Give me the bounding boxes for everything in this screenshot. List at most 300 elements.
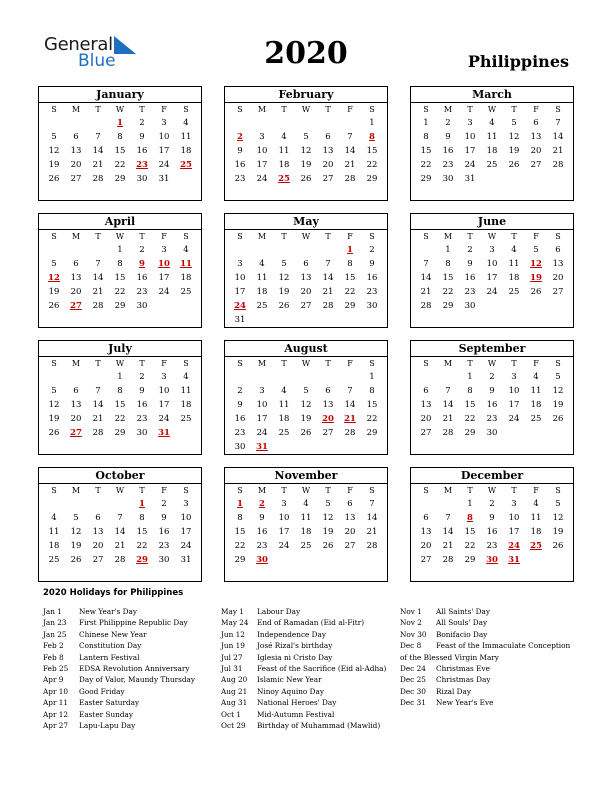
holiday-day-cell: 1 bbox=[237, 499, 243, 509]
day-cell: 25 bbox=[48, 555, 60, 565]
month-grid bbox=[225, 357, 387, 454]
weekday-label: F bbox=[347, 486, 353, 495]
day-cell: 8 bbox=[445, 259, 451, 269]
day-cell: 17 bbox=[464, 146, 476, 156]
day-cell: 17 bbox=[278, 527, 290, 537]
holiday-date: Jun 12 bbox=[221, 629, 245, 639]
day-cell: 6 bbox=[325, 132, 331, 142]
day-cell: 12 bbox=[300, 146, 312, 156]
day-cell: 12 bbox=[552, 386, 564, 396]
holiday-name: All Souls' Day bbox=[436, 618, 488, 628]
holiday-date: Feb 25 bbox=[43, 663, 69, 673]
weekday-label: M bbox=[71, 232, 81, 241]
day-cell: 9 bbox=[161, 513, 167, 523]
weekday-label: M bbox=[257, 105, 267, 114]
day-cell: 14 bbox=[442, 527, 454, 537]
month-february bbox=[224, 86, 388, 201]
day-cell: 4 bbox=[533, 372, 539, 382]
day-cell: 12 bbox=[300, 400, 312, 410]
weekday-label: M bbox=[443, 105, 453, 114]
day-cell: 18 bbox=[180, 146, 192, 156]
day-cell: 7 bbox=[445, 513, 451, 523]
day-cell: 5 bbox=[51, 386, 57, 396]
holiday-row bbox=[43, 663, 195, 674]
empty-day-cell bbox=[317, 243, 339, 257]
holiday-row bbox=[400, 674, 570, 685]
day-cell: 28 bbox=[92, 428, 104, 438]
day-cell: 1 bbox=[467, 499, 473, 509]
day-cell: 28 bbox=[552, 160, 564, 170]
holiday-day-cell: 1 bbox=[117, 118, 123, 128]
holiday-date: May 1 bbox=[221, 607, 244, 616]
day-cell: 24 bbox=[486, 287, 498, 297]
month-november bbox=[224, 467, 388, 582]
day-cell: 13 bbox=[552, 259, 564, 269]
weekday-label: T bbox=[467, 232, 473, 241]
weekday-label: S bbox=[369, 232, 375, 241]
day-cell: 25 bbox=[256, 301, 268, 311]
day-cell: 16 bbox=[234, 160, 246, 170]
holiday-date: Jan 25 bbox=[43, 629, 67, 639]
weekday-label: W bbox=[487, 232, 497, 241]
empty-day-cell bbox=[415, 497, 437, 511]
day-cell: 6 bbox=[347, 499, 353, 509]
weekday-label: W bbox=[115, 486, 125, 495]
day-cell: 14 bbox=[92, 273, 104, 283]
day-cell: 5 bbox=[281, 259, 287, 269]
month-title: May bbox=[225, 214, 387, 230]
month-grid bbox=[225, 230, 387, 327]
holiday-date: Apr 10 bbox=[43, 686, 69, 696]
month-title: October bbox=[39, 468, 201, 484]
day-cell: 17 bbox=[158, 400, 170, 410]
day-cell: 1 bbox=[369, 118, 375, 128]
day-cell: 19 bbox=[322, 527, 334, 537]
weekday-label: T bbox=[511, 486, 517, 495]
day-cell: 5 bbox=[325, 499, 331, 509]
holiday-day-cell: 30 bbox=[486, 555, 498, 565]
day-cell: 15 bbox=[234, 527, 246, 537]
day-cell: 16 bbox=[136, 273, 148, 283]
day-cell: 23 bbox=[486, 414, 498, 424]
day-cell: 21 bbox=[344, 160, 356, 170]
weekday-label: S bbox=[423, 105, 429, 114]
day-cell: 28 bbox=[92, 301, 104, 311]
weekday-label: F bbox=[533, 232, 539, 241]
day-cell: 27 bbox=[300, 301, 312, 311]
holiday-day-cell: 12 bbox=[48, 273, 60, 283]
day-cell: 5 bbox=[303, 386, 309, 396]
holiday-date: Apr 11 bbox=[43, 698, 69, 708]
day-cell: 9 bbox=[489, 513, 495, 523]
month-grid bbox=[39, 357, 201, 440]
month-october bbox=[38, 467, 202, 582]
weekday-label: S bbox=[555, 105, 561, 114]
day-cell: 11 bbox=[180, 132, 192, 142]
day-cell: 4 bbox=[489, 118, 495, 128]
empty-day-cell bbox=[43, 116, 65, 130]
day-cell: 30 bbox=[136, 174, 148, 184]
day-cell: 19 bbox=[48, 414, 60, 424]
holiday-name: Lapu-Lapu Day bbox=[79, 720, 136, 730]
day-cell: 12 bbox=[322, 513, 334, 523]
day-cell: 3 bbox=[237, 259, 243, 269]
day-cell: 16 bbox=[136, 400, 148, 410]
holiday-row bbox=[400, 640, 570, 651]
holiday-date: May 24 bbox=[221, 618, 249, 628]
day-cell: 22 bbox=[366, 160, 378, 170]
day-cell: 4 bbox=[183, 372, 189, 382]
day-cell: 27 bbox=[322, 428, 334, 438]
holiday-day-cell: 27 bbox=[70, 428, 82, 438]
month-grid bbox=[225, 484, 387, 567]
weekday-label: F bbox=[347, 232, 353, 241]
day-cell: 8 bbox=[139, 513, 145, 523]
day-cell: 29 bbox=[366, 174, 378, 184]
day-cell: 29 bbox=[114, 174, 126, 184]
day-cell: 3 bbox=[511, 372, 517, 382]
day-cell: 18 bbox=[180, 400, 192, 410]
month-title: June bbox=[411, 214, 573, 230]
day-cell: 24 bbox=[508, 414, 520, 424]
day-cell: 30 bbox=[234, 442, 246, 452]
holiday-date: Nov 1 bbox=[400, 607, 422, 616]
day-cell: 14 bbox=[442, 400, 454, 410]
holiday-name: National Heroes' Day bbox=[257, 698, 337, 708]
day-cell: 20 bbox=[420, 414, 432, 424]
weekday-label: W bbox=[115, 232, 125, 241]
day-cell: 2 bbox=[139, 245, 145, 255]
day-cell: 23 bbox=[366, 287, 378, 297]
holiday-row bbox=[43, 686, 195, 697]
day-cell: 4 bbox=[303, 499, 309, 509]
month-title: April bbox=[39, 214, 201, 230]
day-cell: 5 bbox=[51, 259, 57, 269]
weekday-label: T bbox=[139, 359, 145, 368]
weekday-label: T bbox=[95, 486, 101, 495]
day-cell: 26 bbox=[48, 301, 60, 311]
day-cell: 28 bbox=[114, 555, 126, 565]
day-cell: 3 bbox=[259, 386, 265, 396]
day-cell: 31 bbox=[180, 555, 192, 565]
empty-day-cell bbox=[317, 370, 339, 384]
holiday-row bbox=[221, 686, 386, 697]
logo-general-text: General bbox=[44, 34, 113, 55]
day-cell: 29 bbox=[344, 301, 356, 311]
day-cell: 22 bbox=[464, 414, 476, 424]
empty-day-cell bbox=[43, 243, 65, 257]
day-cell: 15 bbox=[344, 273, 356, 283]
empty-day-cell bbox=[295, 370, 317, 384]
day-cell: 27 bbox=[552, 287, 564, 297]
day-cell: 12 bbox=[70, 527, 82, 537]
weekday-label: S bbox=[555, 359, 561, 368]
holiday-day-cell: 1 bbox=[347, 245, 353, 255]
empty-day-cell bbox=[273, 116, 295, 130]
day-cell: 2 bbox=[489, 372, 495, 382]
weekday-label: M bbox=[71, 486, 81, 495]
weekday-label: F bbox=[533, 486, 539, 495]
day-cell: 17 bbox=[180, 527, 192, 537]
day-cell: 28 bbox=[442, 555, 454, 565]
day-cell: 1 bbox=[445, 245, 451, 255]
holiday-row bbox=[43, 617, 195, 628]
day-cell: 22 bbox=[366, 414, 378, 424]
holiday-row bbox=[221, 606, 386, 617]
holiday-day-cell: 9 bbox=[139, 259, 145, 269]
header bbox=[0, 0, 612, 85]
month-title: February bbox=[225, 87, 387, 103]
weekday-label: T bbox=[467, 105, 473, 114]
holiday-name: New Year's Eve bbox=[436, 698, 494, 708]
day-cell: 5 bbox=[555, 499, 561, 509]
weekday-label: S bbox=[183, 105, 189, 114]
month-december bbox=[410, 467, 574, 582]
day-cell: 31 bbox=[234, 315, 246, 325]
day-cell: 18 bbox=[530, 400, 542, 410]
day-cell: 13 bbox=[70, 146, 82, 156]
day-cell: 2 bbox=[139, 118, 145, 128]
day-cell: 11 bbox=[180, 386, 192, 396]
day-cell: 19 bbox=[48, 287, 60, 297]
weekday-label: M bbox=[71, 359, 81, 368]
weekday-label: S bbox=[183, 359, 189, 368]
day-cell: 29 bbox=[114, 301, 126, 311]
day-cell: 13 bbox=[420, 527, 432, 537]
day-cell: 15 bbox=[114, 273, 126, 283]
day-cell: 3 bbox=[183, 499, 189, 509]
day-cell: 24 bbox=[158, 414, 170, 424]
holiday-day-cell: 12 bbox=[530, 259, 542, 269]
day-cell: 28 bbox=[322, 301, 334, 311]
day-cell: 29 bbox=[464, 555, 476, 565]
holiday-row bbox=[221, 640, 386, 651]
day-cell: 30 bbox=[366, 301, 378, 311]
holiday-date: Oct 1 bbox=[221, 709, 241, 719]
day-cell: 1 bbox=[467, 372, 473, 382]
day-cell: 1 bbox=[117, 245, 123, 255]
holiday-name: Labour Day bbox=[257, 607, 301, 616]
day-cell: 13 bbox=[530, 132, 542, 142]
day-cell: 1 bbox=[117, 372, 123, 382]
day-cell: 29 bbox=[442, 301, 454, 311]
holiday-date: Jan 1 bbox=[43, 607, 62, 616]
day-cell: 20 bbox=[530, 146, 542, 156]
empty-day-cell bbox=[87, 497, 109, 511]
day-cell: 5 bbox=[51, 132, 57, 142]
weekday-label: M bbox=[257, 486, 267, 495]
day-cell: 16 bbox=[136, 146, 148, 156]
holiday-date: Aug 20 bbox=[221, 675, 248, 685]
day-cell: 6 bbox=[95, 513, 101, 523]
empty-day-cell bbox=[295, 116, 317, 130]
day-cell: 18 bbox=[180, 273, 192, 283]
holiday-column-3 bbox=[400, 606, 570, 709]
day-cell: 26 bbox=[48, 428, 60, 438]
day-cell: 16 bbox=[256, 527, 268, 537]
weekday-label: M bbox=[443, 232, 453, 241]
holiday-name: Good Friday bbox=[79, 686, 125, 696]
weekday-label: T bbox=[467, 486, 473, 495]
empty-day-cell bbox=[87, 243, 109, 257]
month-grid bbox=[411, 484, 573, 567]
weekday-label: T bbox=[95, 359, 101, 368]
day-cell: 2 bbox=[161, 499, 167, 509]
holiday-date: Jun 19 bbox=[221, 641, 245, 651]
day-cell: 3 bbox=[281, 499, 287, 509]
day-cell: 27 bbox=[420, 428, 432, 438]
day-cell: 22 bbox=[344, 287, 356, 297]
day-cell: 20 bbox=[322, 160, 334, 170]
day-cell: 11 bbox=[256, 273, 268, 283]
holiday-row bbox=[400, 606, 570, 617]
weekday-label: M bbox=[443, 486, 453, 495]
day-cell: 21 bbox=[420, 287, 432, 297]
day-cell: 28 bbox=[420, 301, 432, 311]
day-cell: 26 bbox=[322, 541, 334, 551]
day-cell: 24 bbox=[256, 428, 268, 438]
day-cell: 6 bbox=[325, 386, 331, 396]
day-cell: 29 bbox=[114, 428, 126, 438]
day-cell: 29 bbox=[366, 428, 378, 438]
holiday-name: Easter Saturday bbox=[79, 698, 140, 708]
month-title: December bbox=[411, 468, 573, 484]
holiday-day-cell: 2 bbox=[237, 132, 243, 142]
day-cell: 9 bbox=[237, 400, 243, 410]
day-cell: 2 bbox=[139, 372, 145, 382]
month-may bbox=[224, 213, 388, 328]
empty-day-cell bbox=[339, 370, 361, 384]
empty-day-cell bbox=[415, 370, 437, 384]
empty-day-cell bbox=[109, 497, 131, 511]
holiday-date: Nov 2 bbox=[400, 618, 422, 628]
logo-blue-text: Blue bbox=[78, 51, 116, 71]
day-cell: 15 bbox=[464, 527, 476, 537]
empty-day-cell bbox=[317, 116, 339, 130]
empty-day-cell bbox=[65, 370, 87, 384]
day-cell: 16 bbox=[464, 273, 476, 283]
empty-day-cell bbox=[273, 370, 295, 384]
calendar-country: Philippines bbox=[467, 52, 569, 71]
day-cell: 14 bbox=[92, 146, 104, 156]
day-cell: 25 bbox=[530, 414, 542, 424]
day-cell: 26 bbox=[552, 541, 564, 551]
day-cell: 11 bbox=[530, 513, 542, 523]
holiday-name: End of Ramadan (Eid al-Fitr) bbox=[257, 618, 365, 628]
holiday-row bbox=[43, 720, 195, 731]
holiday-date: Dec 30 bbox=[400, 686, 426, 696]
weekday-label: S bbox=[237, 359, 243, 368]
day-cell: 14 bbox=[344, 400, 356, 410]
weekday-label: F bbox=[161, 359, 167, 368]
day-cell: 17 bbox=[158, 146, 170, 156]
holiday-name: First Philippine Republic Day bbox=[79, 618, 188, 628]
holiday-row bbox=[221, 629, 386, 640]
month-grid bbox=[39, 484, 201, 567]
holiday-row bbox=[400, 686, 570, 697]
day-cell: 17 bbox=[158, 273, 170, 283]
day-cell: 29 bbox=[420, 174, 432, 184]
day-cell: 30 bbox=[158, 555, 170, 565]
holiday-date: Feb 2 bbox=[43, 641, 64, 651]
day-cell: 13 bbox=[420, 400, 432, 410]
empty-day-cell bbox=[229, 243, 251, 257]
weekday-label: W bbox=[301, 232, 311, 241]
day-cell: 11 bbox=[530, 386, 542, 396]
day-cell: 15 bbox=[442, 273, 454, 283]
day-cell: 4 bbox=[533, 499, 539, 509]
day-cell: 2 bbox=[467, 245, 473, 255]
day-cell: 18 bbox=[48, 541, 60, 551]
day-cell: 16 bbox=[486, 400, 498, 410]
day-cell: 25 bbox=[508, 287, 520, 297]
day-cell: 27 bbox=[70, 174, 82, 184]
day-cell: 21 bbox=[92, 414, 104, 424]
day-cell: 25 bbox=[180, 414, 192, 424]
holiday-name: of the Blessed Virgin Mary bbox=[400, 652, 499, 662]
day-cell: 26 bbox=[552, 414, 564, 424]
empty-day-cell bbox=[65, 497, 87, 511]
day-cell: 8 bbox=[347, 259, 353, 269]
holiday-name: Islamic New Year bbox=[257, 675, 322, 685]
weekday-label: M bbox=[71, 105, 81, 114]
day-cell: 10 bbox=[158, 132, 170, 142]
day-cell: 7 bbox=[95, 132, 101, 142]
day-cell: 16 bbox=[486, 527, 498, 537]
day-cell: 16 bbox=[366, 273, 378, 283]
weekday-label: W bbox=[301, 105, 311, 114]
weekday-label: T bbox=[325, 486, 331, 495]
day-cell: 7 bbox=[325, 259, 331, 269]
day-cell: 1 bbox=[423, 118, 429, 128]
day-cell: 6 bbox=[423, 513, 429, 523]
day-cell: 11 bbox=[48, 527, 60, 537]
day-cell: 21 bbox=[114, 541, 126, 551]
holiday-name: New Year's Day bbox=[79, 607, 138, 616]
empty-day-cell bbox=[65, 116, 87, 130]
day-cell: 9 bbox=[467, 259, 473, 269]
day-cell: 30 bbox=[486, 428, 498, 438]
day-cell: 18 bbox=[508, 273, 520, 283]
day-cell: 19 bbox=[552, 400, 564, 410]
day-cell: 28 bbox=[442, 428, 454, 438]
day-cell: 7 bbox=[95, 386, 101, 396]
day-cell: 3 bbox=[511, 499, 517, 509]
weekday-label: S bbox=[237, 232, 243, 241]
day-cell: 12 bbox=[278, 273, 290, 283]
day-cell: 21 bbox=[92, 160, 104, 170]
day-cell: 9 bbox=[445, 132, 451, 142]
month-march bbox=[410, 86, 574, 201]
day-cell: 9 bbox=[489, 386, 495, 396]
holiday-date: Apr 12 bbox=[43, 709, 69, 719]
day-cell: 21 bbox=[442, 541, 454, 551]
weekday-label: S bbox=[423, 359, 429, 368]
day-cell: 17 bbox=[256, 160, 268, 170]
weekday-label: T bbox=[281, 105, 287, 114]
empty-day-cell bbox=[437, 370, 459, 384]
holiday-row bbox=[400, 617, 570, 628]
day-cell: 3 bbox=[161, 245, 167, 255]
day-cell: 8 bbox=[117, 386, 123, 396]
day-cell: 31 bbox=[464, 174, 476, 184]
empty-day-cell bbox=[437, 497, 459, 511]
day-cell: 19 bbox=[300, 160, 312, 170]
day-cell: 23 bbox=[442, 160, 454, 170]
day-cell: 13 bbox=[300, 273, 312, 283]
day-cell: 30 bbox=[464, 301, 476, 311]
day-cell: 4 bbox=[281, 132, 287, 142]
